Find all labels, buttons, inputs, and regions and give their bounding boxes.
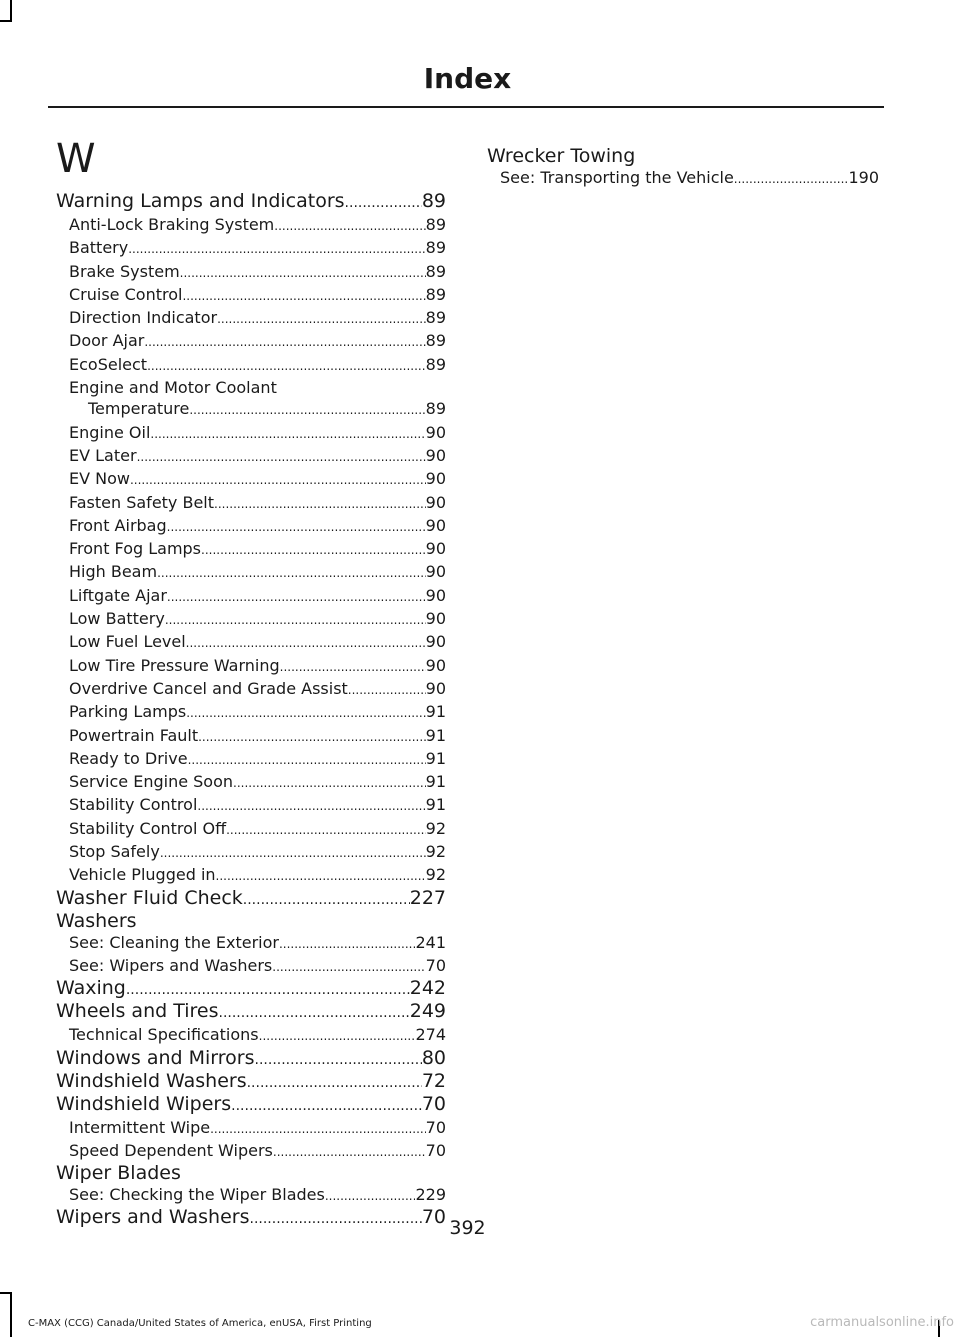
dot-leader [186, 631, 426, 654]
entry-page-number: 89 [425, 399, 446, 419]
entry-page-number: 89 [425, 331, 446, 351]
entry-page-number: 90 [425, 469, 446, 489]
entry-label: See: Transporting the Vehicle [500, 168, 734, 187]
entry-label: Wipers and Washers [56, 1206, 250, 1229]
dot-leader [280, 655, 426, 678]
index-subentry[interactable] [56, 422, 446, 445]
dot-leader [210, 1117, 426, 1140]
dot-leader [348, 678, 426, 701]
entry-page-number: 241 [415, 932, 446, 952]
index-subentry[interactable] [56, 932, 446, 955]
index-entry[interactable] [487, 146, 879, 167]
index-subentry[interactable] [56, 492, 446, 515]
entry-page-number: 90 [425, 609, 446, 629]
entry-label: EV Later [69, 445, 137, 465]
entry-page-number: 90 [425, 562, 446, 582]
dot-leader [167, 585, 426, 608]
entry-page-number: 90 [425, 422, 446, 442]
index-subentry[interactable] [56, 631, 446, 654]
index-entry[interactable] [56, 1163, 446, 1184]
dot-leader [160, 841, 426, 864]
entry-label: Cruise Control [69, 284, 183, 304]
dot-leader [126, 978, 410, 1001]
dot-leader [214, 492, 426, 515]
index-subentry[interactable] [56, 330, 446, 353]
index-subentry[interactable] [56, 794, 446, 817]
entry-label: Low Tire Pressure Warning [69, 655, 280, 675]
entry-label: EcoSelect [69, 354, 148, 374]
entry-page-number: 227 [409, 886, 446, 909]
crop-mark-top-left-h [0, 20, 12, 22]
entry-label: Overdrive Cancel and Grade Assist [69, 678, 348, 698]
entry-label: Powertrain Fault [69, 725, 199, 745]
index-subentry[interactable] [56, 864, 446, 887]
entry-page-number: 70 [421, 1092, 446, 1115]
index-column-right [487, 146, 879, 190]
index-subentry[interactable] [56, 445, 446, 468]
index-entry[interactable] [56, 1094, 446, 1117]
index-subentry[interactable] [56, 678, 446, 701]
entry-label: Wiper Blades [56, 1162, 181, 1185]
entry-page-number: 90 [425, 585, 446, 605]
entry-page-number: 80 [421, 1046, 446, 1069]
entry-page-number: 90 [425, 678, 446, 698]
dot-leader [734, 167, 849, 190]
crop-mark-bottom-left-h [0, 1292, 12, 1294]
entry-label: Windows and Mirrors [56, 1046, 255, 1069]
entry-page-number: 92 [425, 818, 446, 838]
dot-leader [130, 468, 426, 491]
index-subentry[interactable] [56, 608, 446, 631]
dot-leader [167, 515, 426, 538]
dot-leader [182, 284, 425, 307]
entry-label: Front Fog Lamps [69, 539, 202, 559]
index-subentry[interactable] [56, 585, 446, 608]
index-subentry[interactable] [56, 841, 446, 864]
index-subentry[interactable] [56, 955, 446, 978]
entry-page-number: 89 [425, 215, 446, 234]
index-entry[interactable] [56, 1071, 446, 1094]
entry-label: Engine and Motor Coolant [69, 378, 277, 398]
entry-label: Washers [56, 909, 137, 932]
index-entry[interactable] [56, 978, 446, 1001]
index-entry[interactable] [56, 888, 446, 911]
entry-page-number: 70 [425, 1140, 446, 1160]
dot-leader [217, 307, 426, 330]
dot-leader [197, 794, 425, 817]
entry-page-number: 91 [425, 795, 446, 815]
section-letter: W [56, 136, 96, 182]
entry-label: See: Cleaning the Exterior [69, 932, 279, 952]
entry-page-number: 92 [425, 865, 446, 885]
dot-leader [325, 1184, 416, 1207]
header-rule [48, 106, 884, 108]
entry-page-number: 229 [415, 1185, 446, 1205]
crop-mark-bottom-left [10, 1292, 12, 1337]
entry-page-number: 72 [421, 1069, 446, 1092]
index-subentry[interactable] [56, 284, 446, 307]
index-subentry[interactable] [56, 214, 446, 237]
dot-leader [137, 445, 426, 468]
index-subentry[interactable] [56, 538, 446, 561]
dot-leader [274, 214, 425, 237]
entry-page-number: 89 [425, 354, 446, 374]
index-subentry[interactable] [56, 1184, 446, 1207]
dot-leader [180, 261, 426, 284]
entry-label: See: Wipers and Washers [69, 955, 273, 975]
dot-leader [279, 932, 415, 955]
page-title: Index [423, 62, 512, 95]
entry-label: Anti-Lock Braking System [69, 215, 275, 234]
entry-page-number: 92 [425, 842, 446, 862]
entry-label: Door Ajar [69, 331, 145, 351]
dot-leader [128, 237, 425, 260]
index-subentry[interactable] [56, 237, 446, 260]
entry-page-number: 91 [425, 748, 446, 768]
entry-label: Fasten Safety Belt [69, 492, 215, 512]
edition-note: C-MAX (CCG) Canada/United States of America, enUSA, First Printing [28, 1318, 372, 1329]
entry-page-number: 70 [425, 1117, 446, 1137]
entry-label: Battery [69, 238, 129, 258]
entry-page-number: 90 [425, 655, 446, 675]
entry-label: Speed Dependent Wipers [69, 1140, 273, 1160]
dot-leader [255, 1048, 422, 1071]
entry-label: Stability Control [69, 795, 198, 815]
dot-leader [219, 1001, 410, 1024]
dot-leader [144, 330, 425, 353]
entry-label: Waxing [56, 977, 126, 1000]
dot-leader [198, 725, 426, 748]
index-subentry[interactable] [56, 771, 446, 794]
entry-page-number: 90 [425, 445, 446, 465]
entry-label: Low Fuel Level [69, 632, 186, 652]
entry-page-number: 70 [425, 955, 446, 975]
entry-page-number: 90 [425, 515, 446, 535]
dot-leader [216, 864, 426, 887]
index-subentry[interactable] [56, 1117, 446, 1140]
index-subentry[interactable] [56, 748, 446, 771]
entry-label: Front Airbag [69, 515, 167, 535]
dot-leader [189, 398, 425, 421]
index-entry[interactable] [56, 911, 446, 932]
index-subentry[interactable] [56, 1140, 446, 1163]
dot-leader [247, 1071, 422, 1094]
dot-leader [273, 1140, 426, 1163]
index-subentry[interactable] [56, 655, 446, 678]
dot-leader [188, 748, 426, 771]
entry-page-number: 70 [421, 1206, 446, 1229]
entry-page-number: 89 [425, 284, 446, 304]
entry-label: Washer Fluid Check [56, 886, 243, 909]
index-list-left [56, 191, 446, 1230]
index-subentry[interactable] [487, 167, 879, 190]
index-subentry[interactable] [56, 1024, 446, 1047]
watermark: carmanualsonline.info [810, 1315, 954, 1330]
entry-page-number: 190 [848, 168, 879, 187]
entry-page-number: 90 [425, 632, 446, 652]
entry-page-number: 89 [425, 308, 446, 328]
entry-page-number: 91 [425, 702, 446, 722]
dot-leader [272, 955, 425, 978]
entry-page-number: 91 [425, 772, 446, 792]
dot-leader [233, 771, 426, 794]
entry-label: Temperature [88, 399, 190, 419]
dot-leader [226, 818, 426, 841]
entry-label: Stop Safely [69, 842, 160, 862]
dot-leader [186, 701, 425, 724]
entry-label: See: Checking the Wiper Blades [69, 1185, 325, 1205]
index-subentry[interactable] [56, 515, 446, 538]
entry-label: Parking Lamps [69, 702, 187, 722]
dot-leader [259, 1024, 416, 1047]
entry-label: Brake System [69, 261, 180, 281]
entry-label: Intermittent Wipe [69, 1117, 211, 1137]
index-subentry[interactable] [56, 377, 446, 398]
index-subentry[interactable] [56, 307, 446, 330]
crop-mark-top-left [10, 0, 12, 20]
entry-label: Wheels and Tires [56, 1000, 219, 1023]
entry-label: High Beam [69, 562, 158, 582]
dot-leader [150, 422, 425, 445]
entry-label: EV Now [69, 469, 130, 489]
entry-label: Wrecker Towing [487, 145, 636, 167]
dot-leader [157, 561, 426, 584]
entry-page-number: 242 [409, 977, 446, 1000]
dot-leader [165, 608, 426, 631]
index-subentry[interactable] [56, 261, 446, 284]
dot-leader [231, 1094, 422, 1117]
entry-page-number: 89 [425, 261, 446, 281]
entry-page-number: 91 [425, 725, 446, 745]
entry-label: Ready to Drive [69, 748, 188, 768]
entry-label: Windshield Wipers [56, 1092, 232, 1115]
entry-label: Liftgate Ajar [69, 585, 167, 605]
index-subentry[interactable] [56, 398, 446, 421]
index-entry[interactable] [56, 1048, 446, 1071]
entry-page-number: 274 [415, 1025, 446, 1045]
entry-page-number: 89 [421, 190, 446, 212]
entry-page-number: 90 [425, 539, 446, 559]
index-subentry[interactable] [56, 468, 446, 491]
entry-label: Warning Lamps and Indicators [56, 190, 345, 212]
entry-label: Windshield Washers [56, 1069, 247, 1092]
index-entry[interactable] [56, 191, 446, 214]
index-subentry[interactable] [56, 701, 446, 724]
dot-leader [201, 538, 426, 561]
index-list-right [487, 146, 879, 190]
entry-label: Low Battery [69, 609, 165, 629]
entry-label: Direction Indicator [69, 308, 218, 328]
index-column-left [56, 133, 446, 1230]
dot-leader [345, 191, 422, 214]
entry-page-number: 249 [409, 1000, 446, 1023]
index-subentry[interactable] [56, 354, 446, 377]
entry-label: Stability Control Off [69, 818, 227, 838]
entry-label: Engine Oil [69, 422, 151, 442]
entry-label: Service Engine Soon [69, 772, 234, 792]
entry-label: Vehicle Plugged in [69, 865, 216, 885]
index-subentry[interactable] [56, 561, 446, 584]
index-subentry[interactable] [56, 725, 446, 748]
dot-leader [147, 354, 426, 377]
entry-label: Technical Specifications [69, 1025, 259, 1045]
index-subentry[interactable] [56, 818, 446, 841]
dot-leader [243, 888, 410, 911]
page-number: 392 [449, 1217, 486, 1239]
index-entry[interactable] [56, 1001, 446, 1024]
entry-page-number: 90 [425, 492, 446, 512]
entry-page-number: 89 [425, 238, 446, 258]
